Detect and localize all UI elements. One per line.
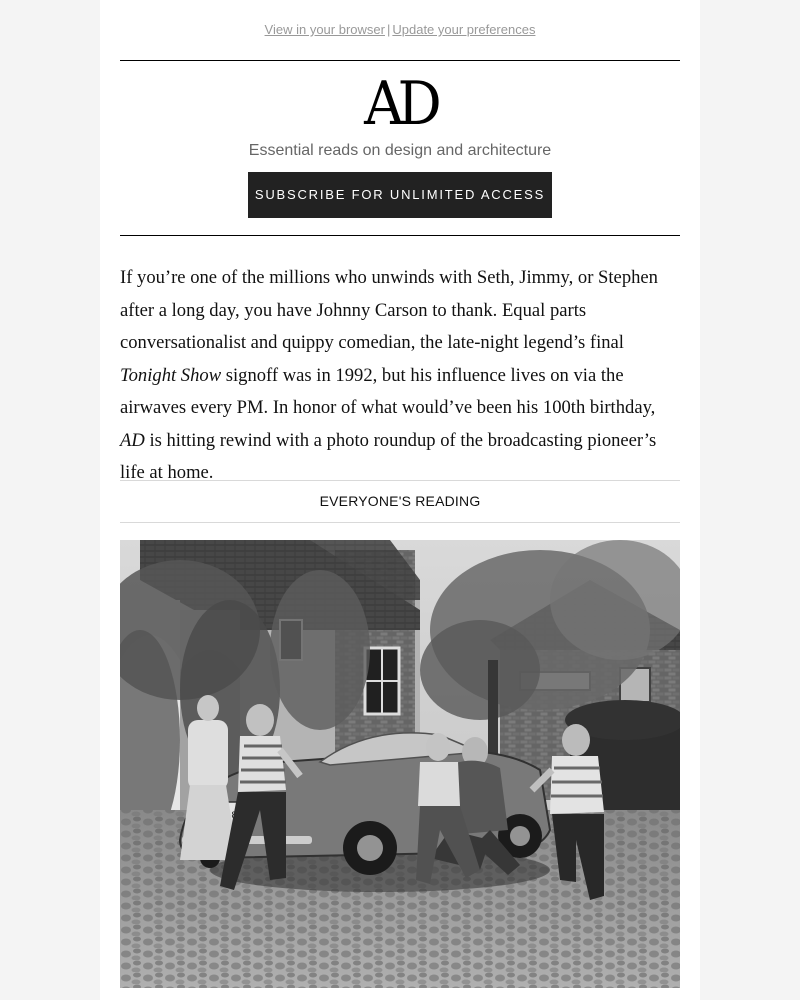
- header-top-divider: [120, 60, 680, 61]
- preheader-separator: |: [386, 22, 391, 37]
- preheader: [100, 22, 700, 37]
- header-bottom-divider: [120, 235, 680, 236]
- intro-publication-name: AD: [120, 429, 145, 451]
- section-heading: EVERYONE'S READING: [319, 493, 481, 509]
- photo-illustration: [120, 540, 680, 988]
- intro-text-part-2: signoff was in 1992, but his influence lives on via the airwaves every PM. In honor of what would’ve been his 100th birthday,: [120, 364, 656, 418]
- view-in-browser-link[interactable]: View in your browser: [264, 22, 385, 37]
- tagline: Essential reads on design and architecture: [248, 142, 552, 159]
- section-bottom-divider: [120, 522, 680, 523]
- article-photo[interactable]: [120, 540, 680, 988]
- subscribe-button[interactable]: SUBSCRIBE FOR UNLIMITED ACCESS: [248, 172, 552, 218]
- intro-show-title: Tonight Show: [120, 364, 222, 386]
- intro-text-part-1: If you’re one of the millions who unwinds with Seth, Jimmy, or Stephen after a long day, you have Johnny Carson to thank. Equal parts conversationalist and quippy comedian, the late-night legend’s final: [120, 267, 658, 353]
- intro-paragraph: [120, 262, 680, 490]
- intro-text-part-3: is hitting rewind with a photo roundup of the broadcasting pioneer’s life at home.: [120, 429, 657, 483]
- update-preferences-link[interactable]: Update your preferences: [392, 22, 536, 37]
- section-top-divider: [120, 480, 680, 481]
- email-container: [100, 0, 700, 1000]
- ad-logo[interactable]: AD: [364, 69, 436, 139]
